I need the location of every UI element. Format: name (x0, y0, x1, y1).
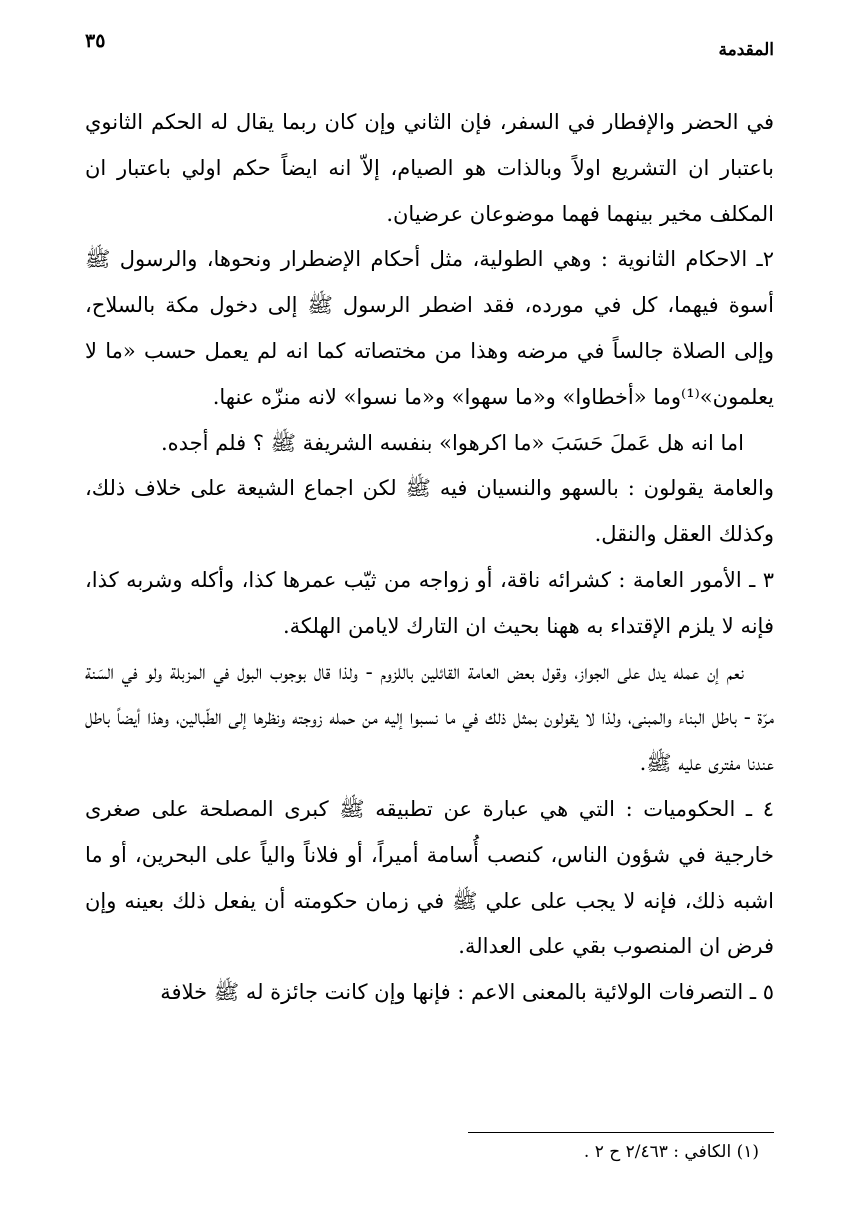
paragraph: ٢ـ الاحكام الثانوية : وهي الطولية، مثل أحكام الإضطرار ونحوها، والرسول ﷺ أسوة فيهما، كل في مورده، فقد اضطر الرسول ﷺ إلى دخول مكة بالسلاح، وإلى الصلاة جالساً في مرضه وهذا من مختصاته كما انه لم يعمل حسب «ما لا يعلمون»⁽¹⁾وما «أخطاوا» و«ما سهوا» و«ما نسوا» لانه منزّه عنها. (85, 247, 774, 409)
page-number: ٣٥ (85, 30, 106, 52)
paragraph: ٤ ـ الحكوميات : التي هي عبارة عن تطبيقه ﷺ كبرى المصلحة على صغرى خارجية في شؤون الناس، كنصب أُسامة أميراً، أو فلاناً والياً على البحرين، أو ما اشبه ذلك، فإنه لا يجب على علي ﷺ في زمان حكومته أن يفعل ذلك بعينه وإن فرض ان المنصوب بقي على العدالة. (85, 796, 774, 959)
footnote: (١) الكافي : ٢/٤٦٣ ح ٢ . (583, 1142, 759, 1162)
paragraph: في الحضر والإفطار في السفر، فإن الثاني وإن كان ربما يقال له الحكم الثانوي باعتبار ان التشريع اولاً وبالذات هو الصيام، إلاّ انه ايضاً حكم اولي باعتبار ان المكلف مخير بينهما فهما موضوعان عرضيان. (85, 110, 775, 226)
footnote-divider (468, 1132, 774, 1133)
paragraph: اما انه هل عَملَ حَسَبَ «ما اكرهوا» بنفسه الشريفة ﷺ ؟ فلم أجده. (160, 430, 744, 455)
paragraph: ٣ ـ الأمور العامة : كشرائه ناقة، أو زواجه من ثيّب عمرها كذا، وأكله وشربه كذا، فإنه لا يلزم الإقتداء به ههنا بحيث ان التارك لايامن الهلكة. (85, 567, 774, 638)
body-text (85, 100, 774, 1016)
page-header (85, 30, 774, 64)
paragraph: والعامة يقولون : بالسهو والنسيان فيه ﷺ لكن اجماع الشيعة على خلاف ذلك، وكذلك العقل والنقل. (85, 476, 774, 547)
paragraph: نعم إن عمله يدل على الجواز، وقول بعض العامة القائلين باللزوم - ولذا قال بوجوب البول في المزبلة ولو في السَنة مرّة - باطل البناء والمبنى، ولذا لا يقولون بمثل ذلك في ما نسبوا إليه من حمله زوجته ونظرها إلى الطّبالين، وهذا أيضاً باطل عندنا مفترى عليه ﷺ. (85, 659, 774, 776)
paragraph: ٥ ـ التصرفات الولائية بالمعنى الاعم : فإنها وإن كانت جائزة له ﷺ خلافة (160, 980, 774, 1005)
page-title: المقدمة (718, 40, 774, 60)
